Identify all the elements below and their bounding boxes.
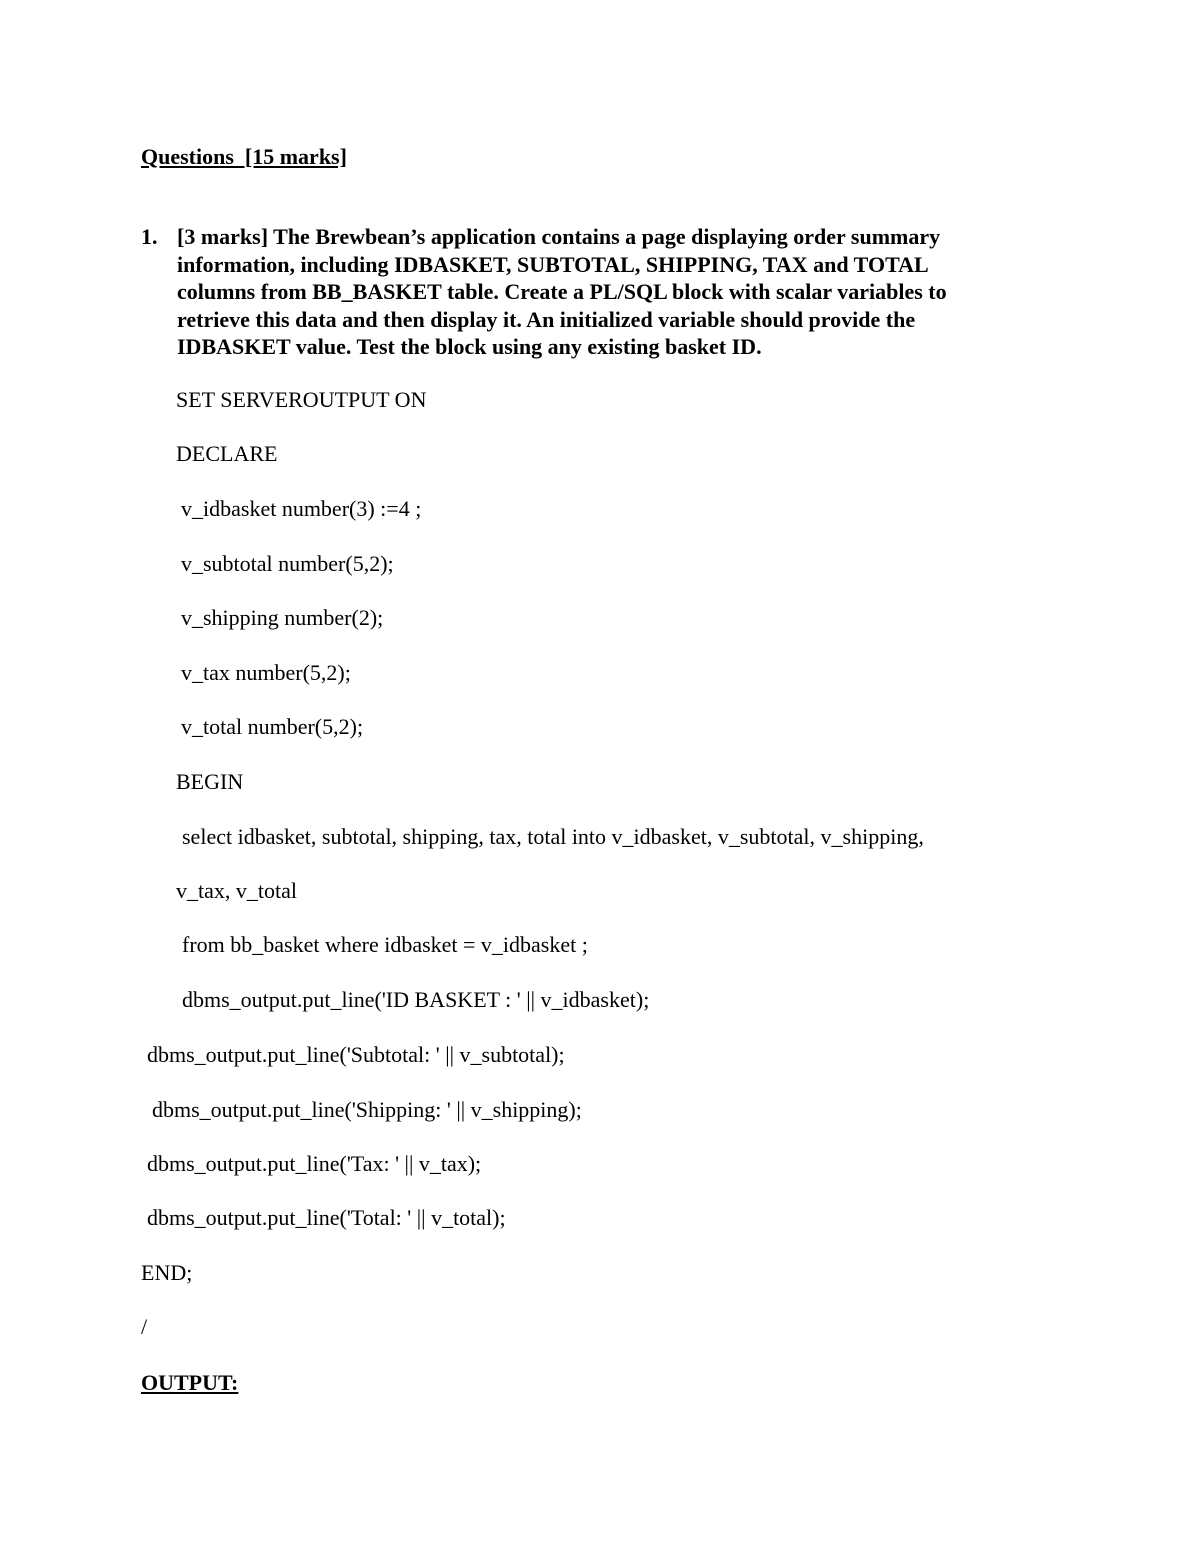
code-line: dbms_output.put_line('Subtotal: ' || v_subtotal); [147,1042,565,1067]
code-line: dbms_output.put_line('Total: ' || v_total); [147,1205,506,1230]
code-line: END; [141,1260,193,1285]
section-heading: Questions [15 marks] [141,144,347,169]
question-text [177,223,1037,361]
code-line: v_tax, v_total [176,878,297,903]
question-text-line: columns from BB_BASKET table. Create a PL/SQL block with scalar variables to [177,279,947,304]
code-line: dbms_output.put_line('ID BASKET : ' || v_idbasket); [182,987,650,1012]
code-line: v_idbasket number(3) :=4 ; [181,496,422,521]
code-line: from bb_basket where idbasket = v_idbasket ; [182,932,588,957]
question-number: 1. [141,224,158,249]
question-text-line: [3 marks] The Brewbean’s application contains a page displaying order summary [177,224,941,249]
question-text-line: information, including IDBASKET, SUBTOTAL, SHIPPING, TAX and TOTAL [177,251,929,277]
code-line: v_total number(5,2); [181,714,364,739]
code-line: DECLARE [176,441,278,466]
code-line: v_shipping number(2); [181,605,384,630]
output-label: OUTPUT: [141,1370,239,1395]
code-line: dbms_output.put_line('Shipping: ' || v_shipping); [152,1097,582,1122]
code-line: select idbasket, subtotal, shipping, tax, total into v_idbasket, v_subtotal, v_shipping, [182,824,924,849]
code-line: / [141,1314,148,1339]
code-line: BEGIN [176,769,244,794]
code-line: SET SERVEROUTPUT ON [176,387,427,412]
question-text-line: retrieve this data and then display it. An initialized variable should provide the [177,306,916,332]
code-line: v_subtotal number(5,2); [181,551,394,576]
question-text-line: IDBASKET value. Test the block using any existing basket ID. [177,334,762,359]
code-line: v_tax number(5,2); [181,660,351,685]
code-line: dbms_output.put_line('Tax: ' || v_tax); [147,1151,482,1176]
